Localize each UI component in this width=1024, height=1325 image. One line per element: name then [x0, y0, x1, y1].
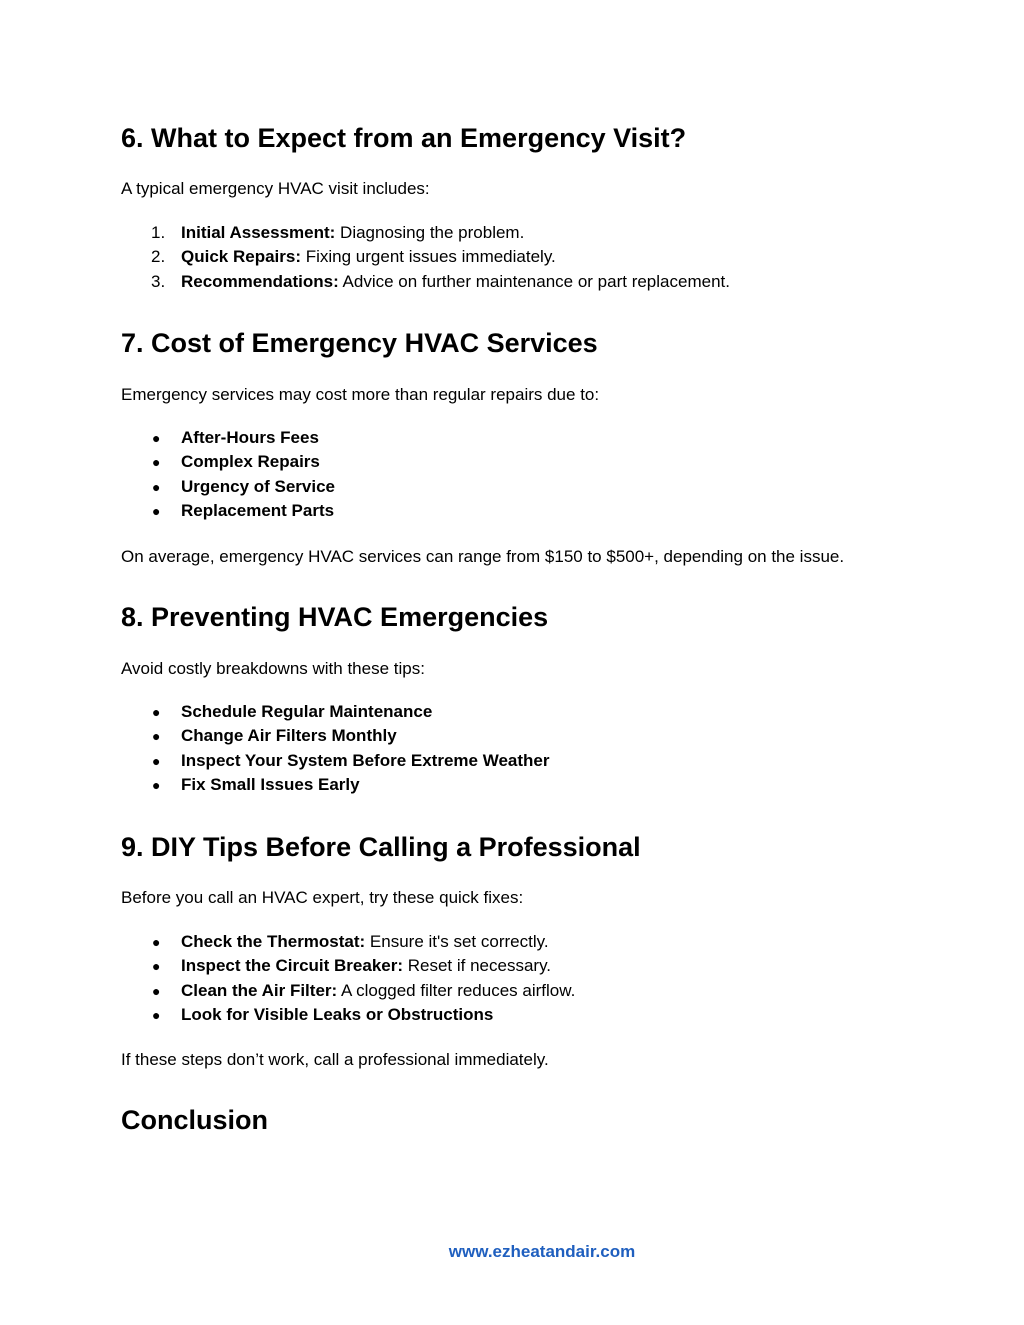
list-item [121, 930, 575, 954]
section-7-list [121, 426, 335, 523]
bullet-icon: ● [152, 752, 161, 769]
list-item-title: Fix Small Issues Early [181, 774, 360, 794]
bullet-icon: ● [152, 982, 161, 999]
list-item [121, 1003, 575, 1027]
section-9-heading: 9. DIY Tips Before Calling a Professional [121, 832, 641, 862]
list-item-title: Replacement Parts [181, 500, 335, 520]
section-8-heading: 8. Preventing HVAC Emergencies [121, 602, 549, 632]
list-item-title: Complex Repairs [181, 452, 320, 472]
list-number: 1. [151, 223, 166, 242]
list-item [121, 749, 549, 773]
list-item-title: Recommendations: [181, 271, 339, 291]
bullet-icon: ● [152, 502, 161, 519]
section-9-outro: If these steps don’t work, call a professional immediately. [121, 1050, 549, 1069]
bullet-icon: ● [152, 934, 161, 950]
bullet-icon: ● [152, 1006, 161, 1023]
section-7-intro: Emergency services may cost more than regular repairs due to: [121, 385, 600, 404]
list-item [121, 450, 335, 474]
list-item [121, 979, 575, 1003]
section-6-list [121, 221, 730, 294]
list-item-title: Inspect the Circuit Breaker: [181, 956, 404, 976]
section-8-intro: Avoid costly breakdowns with these tips: [121, 659, 425, 678]
list-item-text: Reset if necessary. [403, 956, 552, 976]
list-number: 3. [151, 271, 166, 291]
section-9-intro: Before you call an HVAC expert, try these quick fixes: [121, 888, 524, 907]
list-item [121, 475, 335, 499]
section-6-heading: 6. What to Expect from an Emergency Visit? [121, 123, 687, 153]
bullet-icon: ● [152, 728, 161, 745]
list-item [121, 270, 730, 294]
conclusion-heading: Conclusion [121, 1105, 268, 1135]
website-link[interactable]: www.ezheatandair.com [448, 1242, 636, 1261]
list-item-title: Change Air Filters Monthly [181, 726, 397, 746]
list-item-title: Quick Repairs: [181, 247, 301, 267]
list-item-title: Schedule Regular Maintenance [181, 702, 433, 721]
list-item-text: Fixing urgent issues immediately. [301, 247, 556, 267]
bullet-icon: ● [152, 454, 161, 471]
list-item [121, 426, 335, 450]
section-6-intro: A typical emergency HVAC visit includes: [121, 179, 430, 198]
list-item-title: Clean the Air Filter: [181, 980, 338, 1000]
list-item-title: After-Hours Fees [181, 428, 319, 447]
list-item-text: Ensure it's set correctly. [365, 932, 549, 951]
list-item-title: Check the Thermostat: [181, 932, 366, 951]
list-item-title: Look for Visible Leaks or Obstructions [181, 1004, 494, 1024]
bullet-icon: ● [152, 704, 161, 720]
list-item [121, 773, 549, 797]
list-item [121, 499, 335, 523]
list-item [121, 221, 730, 245]
list-item [121, 724, 549, 748]
list-item-title: Initial Assessment: [181, 223, 336, 242]
bullet-icon: ● [152, 776, 161, 793]
list-item [121, 700, 549, 724]
list-item-text: Diagnosing the problem. [335, 223, 525, 242]
bullet-icon: ● [152, 958, 161, 975]
bullet-icon: ● [152, 430, 161, 446]
list-number: 2. [151, 247, 166, 267]
section-8-list [121, 700, 549, 797]
list-item [121, 954, 575, 978]
section-7-heading: 7. Cost of Emergency HVAC Services [121, 328, 598, 358]
section-7-outro: On average, emergency HVAC services can range from $150 to $500+, depending on the issue. [121, 547, 845, 566]
list-item-title: Inspect Your System Before Extreme Weather [181, 750, 550, 770]
list-item-text: Advice on further maintenance or part replacement. [338, 271, 730, 291]
list-item [121, 245, 730, 269]
section-9-list [121, 930, 575, 1027]
list-item-text: A clogged filter reduces airflow. [337, 980, 576, 1000]
bullet-icon: ● [152, 478, 161, 495]
list-item-title: Urgency of Service [181, 476, 336, 496]
